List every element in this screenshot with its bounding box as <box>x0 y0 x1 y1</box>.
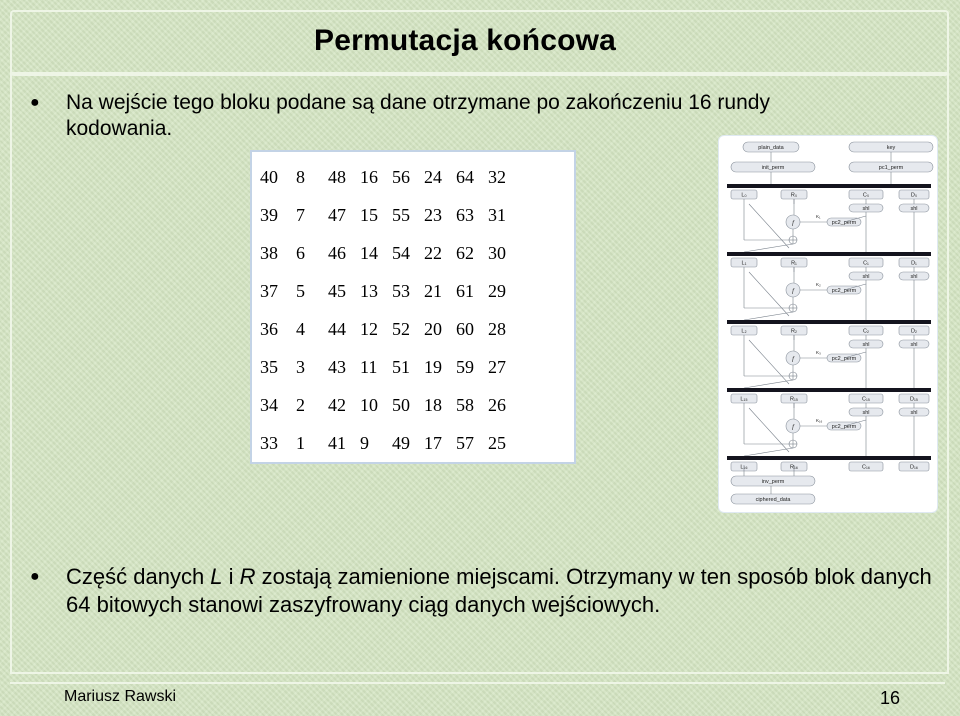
conclusion-text-b: i <box>222 564 240 589</box>
des-diagram <box>718 135 938 513</box>
table-cell: 10 <box>360 394 378 415</box>
table-cell: 27 <box>488 356 506 377</box>
table-cell: 45 <box>328 280 346 301</box>
bullet-conclusion <box>30 563 950 619</box>
K-label: K₂ <box>816 282 821 287</box>
table-cell: 32 <box>488 166 506 187</box>
table-cell: 26 <box>488 394 506 415</box>
D-box-label: D₁ <box>911 260 917 267</box>
table-cell: 55 <box>392 204 410 225</box>
table-cell: 52 <box>392 318 410 339</box>
table-cell: 50 <box>392 394 410 415</box>
table-row <box>260 234 520 272</box>
pc2-perm-box-label: pc2_perm <box>831 424 857 431</box>
D-box-label: D₀ <box>910 192 918 199</box>
K-label: K₁ <box>816 214 821 219</box>
cross-line <box>749 408 789 452</box>
L-box-label: L₁₅ <box>740 396 748 403</box>
L-box-label: L₁ <box>741 260 747 267</box>
shl-box-label: shl <box>910 342 918 349</box>
table-cell: 16 <box>360 166 378 187</box>
table-cell: 18 <box>424 394 442 415</box>
table-cell: 24 <box>424 166 442 187</box>
connector-line <box>744 312 793 320</box>
pc2-perm-box-label: pc2_perm <box>831 356 857 363</box>
R-box-label: R₂ <box>790 328 798 335</box>
table-cell: 41 <box>328 432 346 453</box>
cross-line <box>749 340 789 384</box>
table-row <box>260 310 520 348</box>
round-bar <box>727 456 931 460</box>
table-cell: 25 <box>488 432 506 453</box>
table-cell: 49 <box>392 432 410 453</box>
conclusion-text-a: Część danych <box>66 564 211 589</box>
f-label: f <box>792 355 794 363</box>
bullet-conclusion-text <box>66 563 950 619</box>
table-cell: 35 <box>260 356 278 377</box>
connector-line <box>744 244 793 252</box>
table-cell: 37 <box>260 280 278 301</box>
key-box-label: key <box>886 145 896 152</box>
table-cell: 62 <box>456 242 474 263</box>
page-number: 16 <box>880 688 901 708</box>
table-cell: 20 <box>424 318 442 339</box>
C-box-label: C₁₅ <box>861 396 871 403</box>
init-perm-box-label: init_perm <box>761 165 785 172</box>
table-cell: 61 <box>456 280 474 301</box>
table-row <box>260 272 520 310</box>
connector-line <box>744 380 793 388</box>
table-cell: 51 <box>392 356 410 377</box>
table-cell: 29 <box>488 280 506 301</box>
R-box-label: R₁₆ <box>789 464 799 471</box>
table-cell: 22 <box>424 242 442 263</box>
table-cell: 60 <box>456 318 474 339</box>
table-cell: 47 <box>328 204 346 225</box>
footer-divider <box>10 682 945 684</box>
f-label: f <box>792 287 794 295</box>
shl-box-label: shl <box>910 206 918 213</box>
table-row <box>260 348 520 386</box>
table-cell: 58 <box>456 394 474 415</box>
table-row <box>260 196 520 234</box>
conclusion-R: R <box>239 564 256 589</box>
des-flow-diagram <box>719 136 937 512</box>
table-row <box>260 158 520 196</box>
pc1-perm-box-label: pc1_perm <box>878 165 904 172</box>
table-row <box>260 386 520 424</box>
C-box-label: C₂ <box>862 328 870 335</box>
shl-box-label: shl <box>862 342 870 349</box>
table-cell: 19 <box>424 356 442 377</box>
table-cell: 38 <box>260 242 278 263</box>
table-cell: 59 <box>456 356 474 377</box>
D-box-label: D₁₅ <box>909 396 919 403</box>
table-cell: 43 <box>328 356 346 377</box>
cross-line <box>749 272 789 316</box>
table-cell: 39 <box>260 204 278 225</box>
round-bar <box>727 388 931 392</box>
shl-box-label: shl <box>862 274 870 281</box>
table-cell: 6 <box>296 242 305 263</box>
C-box-label: C₁ <box>863 260 869 267</box>
R-box-label: R₁ <box>791 260 797 267</box>
table-cell: 3 <box>296 356 305 377</box>
inv-perm-box-label: inv_perm <box>761 479 785 486</box>
table-cell: 2 <box>296 394 305 415</box>
table-row <box>260 424 520 462</box>
table-cell: 15 <box>360 204 378 225</box>
table-cell: 56 <box>392 166 410 187</box>
L-box-label: L₀ <box>741 192 747 199</box>
table-cell: 7 <box>296 204 305 225</box>
round-bar <box>727 320 931 324</box>
table-cell: 53 <box>392 280 410 301</box>
L-box-label: L₁₆ <box>740 464 748 471</box>
table-cell: 40 <box>260 166 278 187</box>
bullet-intro <box>30 90 830 142</box>
table-cell: 44 <box>328 318 346 339</box>
table-cell: 23 <box>424 204 442 225</box>
permutation-table <box>260 158 520 462</box>
pc2-perm-box-label: pc2_perm <box>831 288 857 295</box>
round-bar <box>727 252 931 256</box>
table-cell: 33 <box>260 432 278 453</box>
f-label: f <box>792 423 794 431</box>
table-cell: 64 <box>456 166 474 187</box>
table-cell: 13 <box>360 280 378 301</box>
table-cell: 28 <box>488 318 506 339</box>
table-cell: 9 <box>360 432 369 453</box>
shl-box-label: shl <box>910 274 918 281</box>
R-box-label: R₀ <box>790 192 798 199</box>
table-cell: 34 <box>260 394 278 415</box>
table-cell: 8 <box>296 166 305 187</box>
table-cell: 5 <box>296 280 305 301</box>
ciphered-data-box-label: ciphered_data <box>755 497 791 504</box>
K-label: K₃ <box>816 350 821 355</box>
shl-box-label: shl <box>910 410 918 417</box>
bullet-intro-text: Na wejście tego bloku podane są dane otrzymane po zakończeniu 16 rundy kodowania. <box>66 91 770 140</box>
round-bar <box>727 184 931 188</box>
slide-title: Permutacja końcowa <box>314 24 617 57</box>
R-box-label: R₁₅ <box>789 396 799 403</box>
table-cell: 48 <box>328 166 346 187</box>
table-cell: 57 <box>456 432 474 453</box>
D-box-label: D₂ <box>910 328 918 335</box>
permutation-table-box <box>250 150 576 464</box>
C-box-label: C₁₆ <box>861 464 871 471</box>
connector-line <box>744 448 793 456</box>
f-label: f <box>792 219 794 227</box>
table-cell: 17 <box>424 432 442 453</box>
cross-line <box>749 204 789 248</box>
bullet-dot-icon: ● <box>30 94 40 111</box>
table-cell: 11 <box>360 356 378 377</box>
plain-data-box-label: plain_data <box>758 145 784 152</box>
pc2-perm-box-label: pc2_perm <box>831 220 857 227</box>
L-box-label: L₂ <box>741 328 747 335</box>
table-cell: 63 <box>456 204 474 225</box>
table-cell: 36 <box>260 318 278 339</box>
table-cell: 31 <box>488 204 506 225</box>
K-label: K₁₆ <box>816 418 823 423</box>
shl-box-label: shl <box>862 410 870 417</box>
bullet-dot-icon: ● <box>30 568 40 585</box>
table-cell: 1 <box>296 432 305 453</box>
table-cell: 14 <box>360 242 378 263</box>
table-cell: 12 <box>360 318 378 339</box>
shl-box-label: shl <box>862 206 870 213</box>
C-box-label: C₀ <box>862 192 870 199</box>
table-cell: 4 <box>296 318 305 339</box>
table-cell: 21 <box>424 280 442 301</box>
table-cell: 46 <box>328 242 346 263</box>
conclusion-L: L <box>210 564 223 589</box>
table-cell: 30 <box>488 242 506 263</box>
conclusion-text-c: zostają zamienione miejscami. Otrzymany w ten sposób blok danych 64 bitowych stanowi zaszyfrowany ciąg danych wejściowych. <box>66 564 932 617</box>
D-box-label: D₁₆ <box>909 464 919 471</box>
table-cell: 54 <box>392 242 410 263</box>
footer-author: Mariusz Rawski <box>64 688 177 705</box>
table-cell: 42 <box>328 394 346 415</box>
